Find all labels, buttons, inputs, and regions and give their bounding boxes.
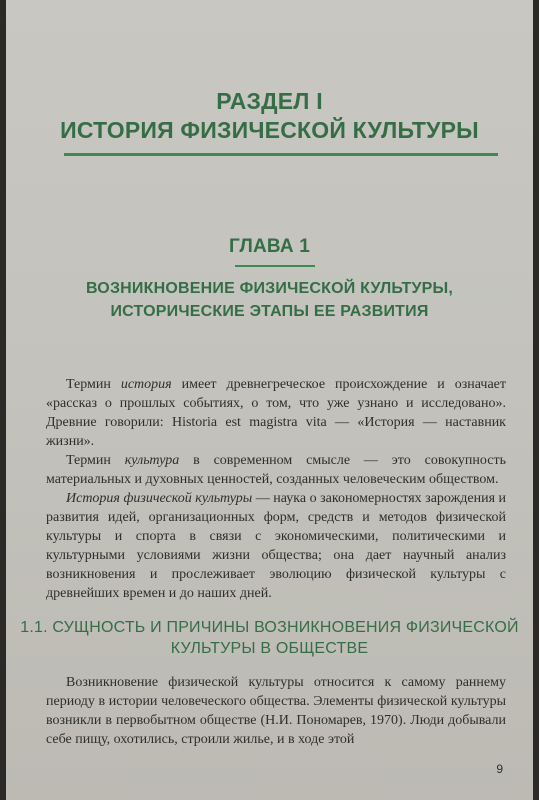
chapter-title-line1: ВОЗНИКНОВЕНИЕ ФИЗИЧЕСКОЙ КУЛЬТУРЫ, bbox=[85, 280, 454, 297]
section-divider bbox=[64, 153, 498, 156]
chapter-divider bbox=[235, 265, 315, 267]
subsection-text bbox=[46, 673, 506, 749]
section-title: ИСТОРИЯ ФИЗИЧЕСКОЙ КУЛЬТУРЫ bbox=[60, 117, 479, 143]
intro-paragraph-3: История физической культуры — наука о закономерностях зарождения и развития идей, организационных форм, средств и методов физической культуры и спорта в связи с экономическими, политическими и культурными условиями жизни общества; она дает научный анализ возникновения и прослеживает эволюцию физической культуры с древнейших времен и до наших дней. bbox=[46, 491, 507, 601]
term-history-of-physical-culture: История физической культуры bbox=[66, 491, 253, 506]
subsection-title-line2: КУЛЬТУРЫ В ОБЩЕСТВЕ bbox=[170, 640, 369, 657]
chapter-label: ГЛАВА 1 bbox=[228, 236, 311, 257]
intro-text bbox=[46, 375, 506, 603]
intro-paragraph-1: Термин история имеет древнегреческое происхождение и означает «рассказ о прошлых событиях, о том, что уже узнано и исследовано». Древние говорили: Historia est magistra vita — «История — наставник жизни». bbox=[46, 377, 506, 449]
book-page bbox=[6, 0, 533, 800]
term-culture: культура bbox=[124, 453, 180, 468]
section-label: РАЗДЕЛ I bbox=[216, 88, 323, 114]
chapter-title-line2: ИСТОРИЧЕСКИЕ ЭТАПЫ ЕЕ РАЗВИТИЯ bbox=[110, 303, 429, 320]
subsection-paragraph: Возникновение физической культуры относится к самому раннему периоду в истории человеческого общества. Элементы физической культуры возникли в первобытном обществе (Н.И. Пономарев, 1970). Люди добывали себе пищу, охотились, строили жилье, и в ходе этой bbox=[46, 675, 506, 747]
term-history: история bbox=[120, 377, 172, 392]
page-number: 9 bbox=[496, 762, 503, 776]
subsection-title-line1: 1.1. СУЩНОСТЬ И ПРИЧИНЫ ВОЗНИКНОВЕНИЯ ФИЗИЧЕСКОЙ bbox=[20, 619, 519, 636]
intro-paragraph-2: Термин культура в современном смысле — это совокупность материальных и духовных ценностей, созданных человеческим обществом. bbox=[46, 453, 506, 487]
